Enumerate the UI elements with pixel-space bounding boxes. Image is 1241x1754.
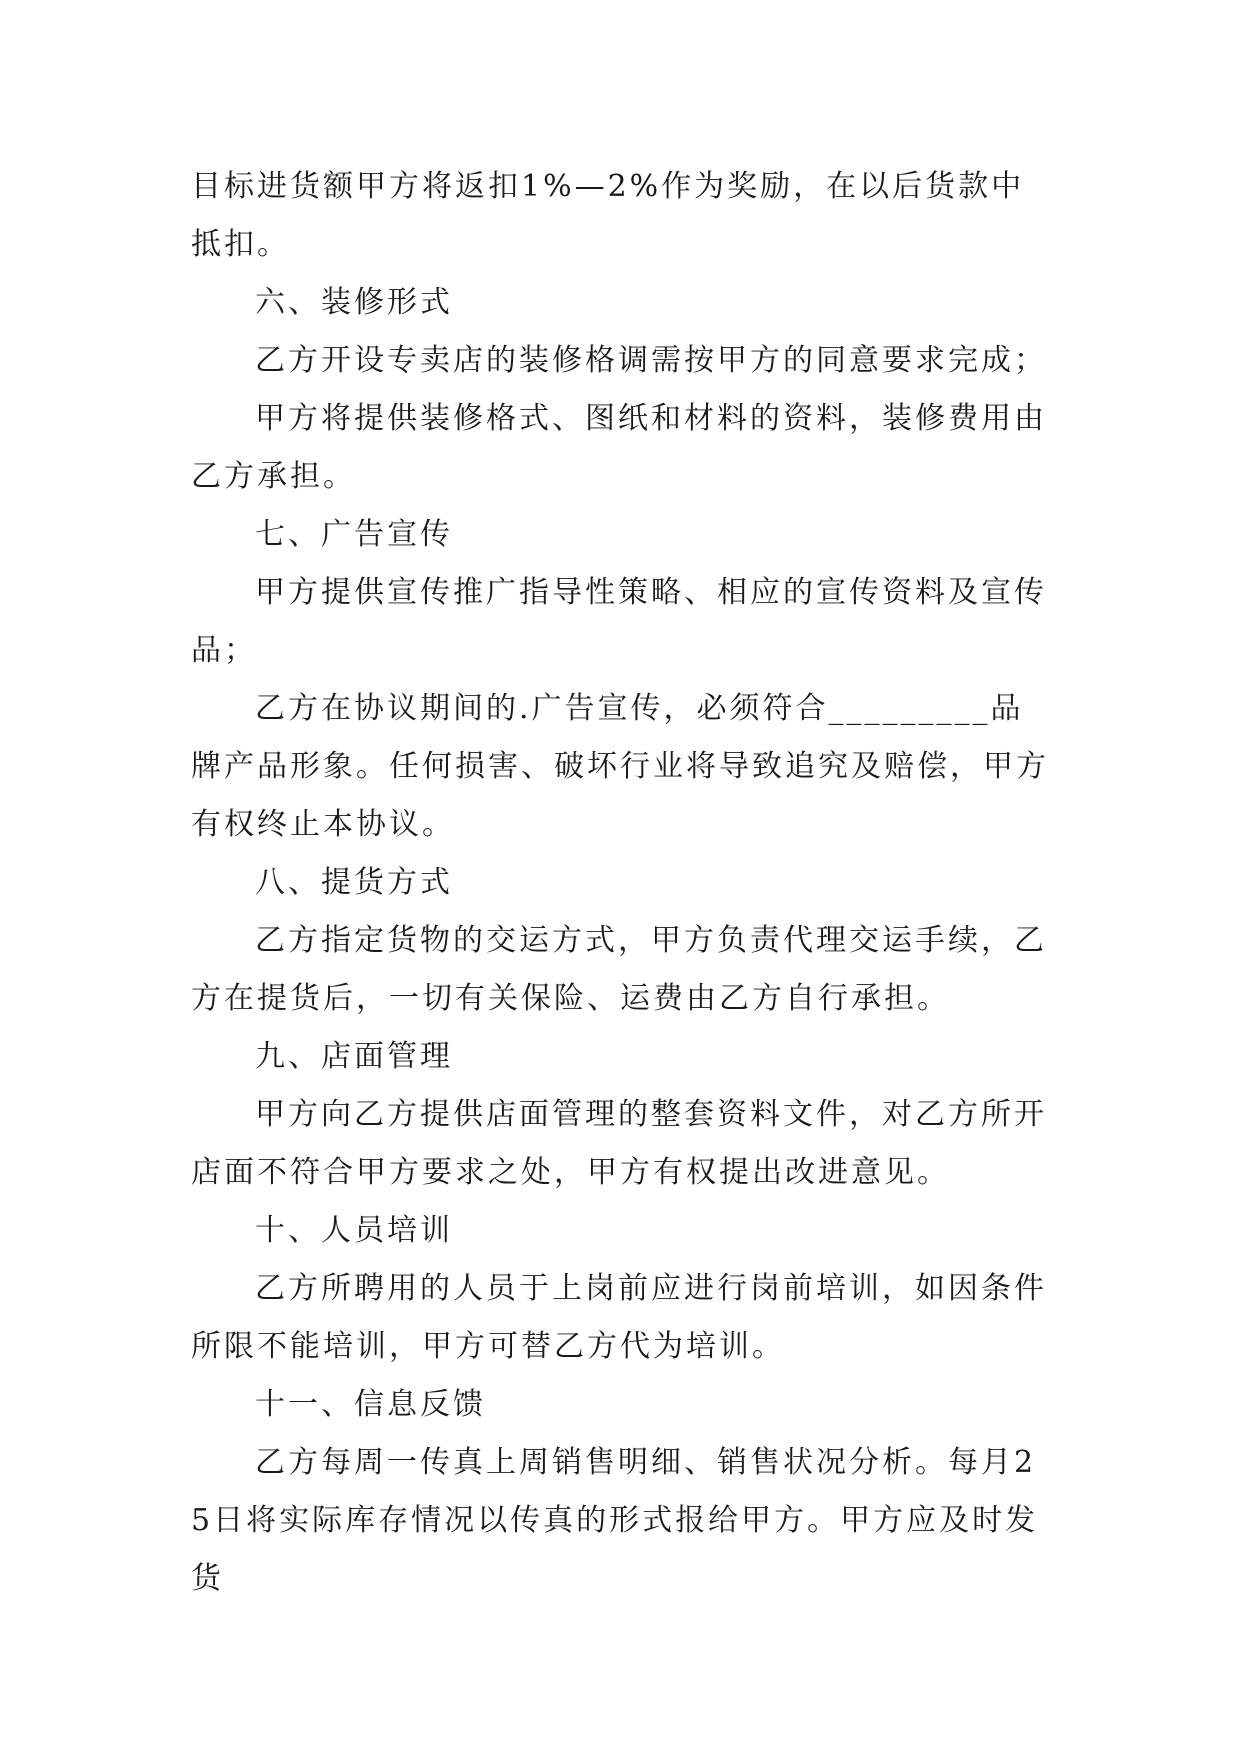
paragraph-advertising-materials: 甲方提供宣传推广指导性策略、相应的宣传资料及宣传品；	[191, 575, 1047, 668]
paragraph-decoration-cost: 甲方将提供装修格式、图纸和材料的资料，装修费用由乙方承担。	[191, 401, 1047, 494]
paragraph-advertising-compliance: 乙方在协议期间的.广告宣传，必须符合_________品牌产品形象。任何损害、破坏行业将导致追究及赔偿，甲方有权终止本协议。	[191, 691, 1049, 842]
document-body	[191, 158, 1051, 1608]
section-heading-training: 十、人员培训	[255, 1213, 453, 1248]
section-heading-decoration: 六、装修形式	[255, 285, 453, 320]
paragraph-pickup-method: 乙方指定货物的交运方式，甲方负责代理交运手续，乙方在提货后，一切有关保险、运费由乙方自行承担。	[191, 923, 1047, 1016]
paragraph-decoration-style: 乙方开设专卖店的装修格调需按甲方的同意要求完成；	[255, 343, 1047, 378]
paragraph-training: 乙方所聘用的人员于上岗前应进行岗前培训，如因条件所限不能培训，甲方可替乙方代为培训。	[191, 1271, 1047, 1364]
section-heading-feedback: 十一、信息反馈	[255, 1387, 486, 1422]
section-heading-store-management: 九、店面管理	[255, 1039, 453, 1074]
paragraph-reward-clause: 目标进货额甲方将返扣1%—2%作为奖励，在以后货款中抵扣。	[191, 169, 1025, 262]
paragraph-feedback: 乙方每周一传真上周销售明细、销售状况分析。每月25日将实际库存情况以传真的形式报给甲方。甲方应及时发货	[191, 1445, 1039, 1596]
section-heading-pickup: 八、提货方式	[255, 865, 453, 900]
section-heading-advertising: 七、广告宣传	[255, 517, 453, 552]
paragraph-store-management: 甲方向乙方提供店面管理的整套资料文件，对乙方所开店面不符合甲方要求之处，甲方有权提出改进意见。	[191, 1097, 1047, 1190]
